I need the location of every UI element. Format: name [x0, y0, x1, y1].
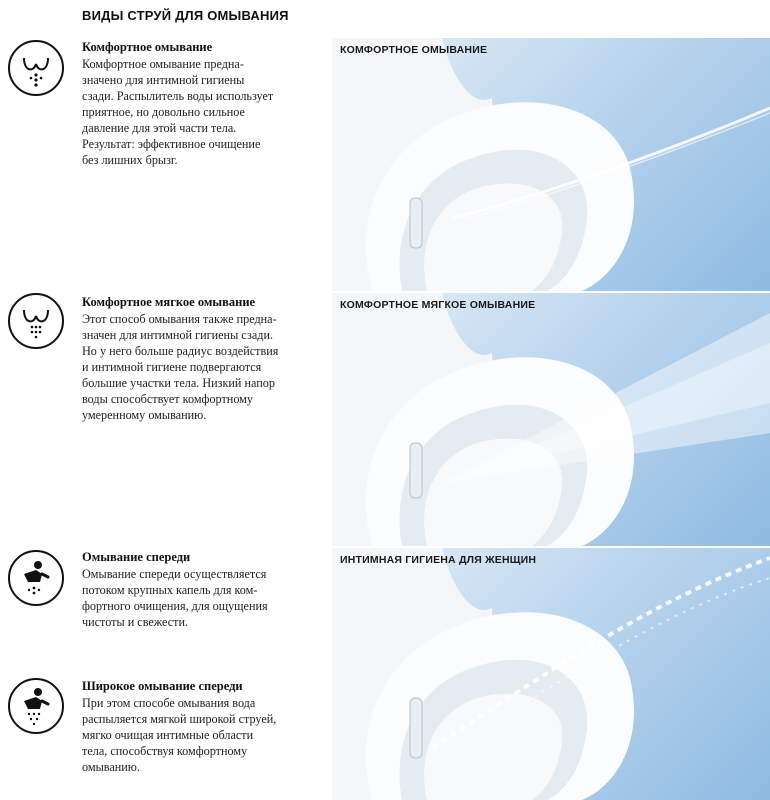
- photo-comfort-wash: [332, 38, 770, 291]
- feature-description: Этот способ омывания также предна- значен для интимной гигиены сзади. Но у него больше радиус воздействия и интимной гигиене подвергаются большие участки тела. Низкий напор воды способствует комфортному умеренному омыванию.: [82, 312, 279, 422]
- page-heading: ВИДЫ СТРУЙ ДЛЯ ОМЫВАНИЯ: [82, 8, 289, 23]
- feature-title: Широкое омывание спереди: [82, 679, 243, 693]
- toilet-arc-illustration: [332, 548, 770, 800]
- photo-soft-comfort-wash: [332, 293, 770, 546]
- wide-front-wash-icon: [8, 678, 64, 734]
- feature-description: Омывание спереди осуществляется потоком крупных капель для ком- фортного очищения, для ощущения чистоты и свежести.: [82, 567, 268, 629]
- soft-rear-wash-icon: [8, 293, 64, 349]
- feature-description: При этом способе омывания вода распыляется мягкой широкой струей, мягко очищая интимные области тела, способствуя комфортному омыванию.: [82, 696, 277, 774]
- toilet-mist-illustration: [332, 293, 770, 546]
- feature-title: Комфортное мягкое омывание: [82, 295, 256, 309]
- front-wash-icon: [8, 550, 64, 606]
- feature-description: Комфортное омывание предна- значено для интимной гигиены сзади. Распылитель воды использует приятное, но довольно сильное давление для этой части тела. Результат: эффективное очищение без лишних брызг.: [82, 57, 274, 167]
- photo-label: КОМФОРТНОЕ МЯГКОЕ ОМЫВАНИЕ: [340, 299, 536, 311]
- feature-title: Комфортное омывание: [82, 40, 213, 54]
- toilet-jet-illustration: [332, 38, 770, 291]
- photo-front-wash: [332, 548, 770, 800]
- feature-title: Омывание спереди: [82, 550, 191, 564]
- photo-label: ИНТИМНАЯ ГИГИЕНА ДЛЯ ЖЕНЩИН: [340, 554, 537, 566]
- photo-label: КОМФОРТНОЕ ОМЫВАНИЕ: [340, 44, 488, 56]
- rear-wash-icon: [8, 40, 64, 96]
